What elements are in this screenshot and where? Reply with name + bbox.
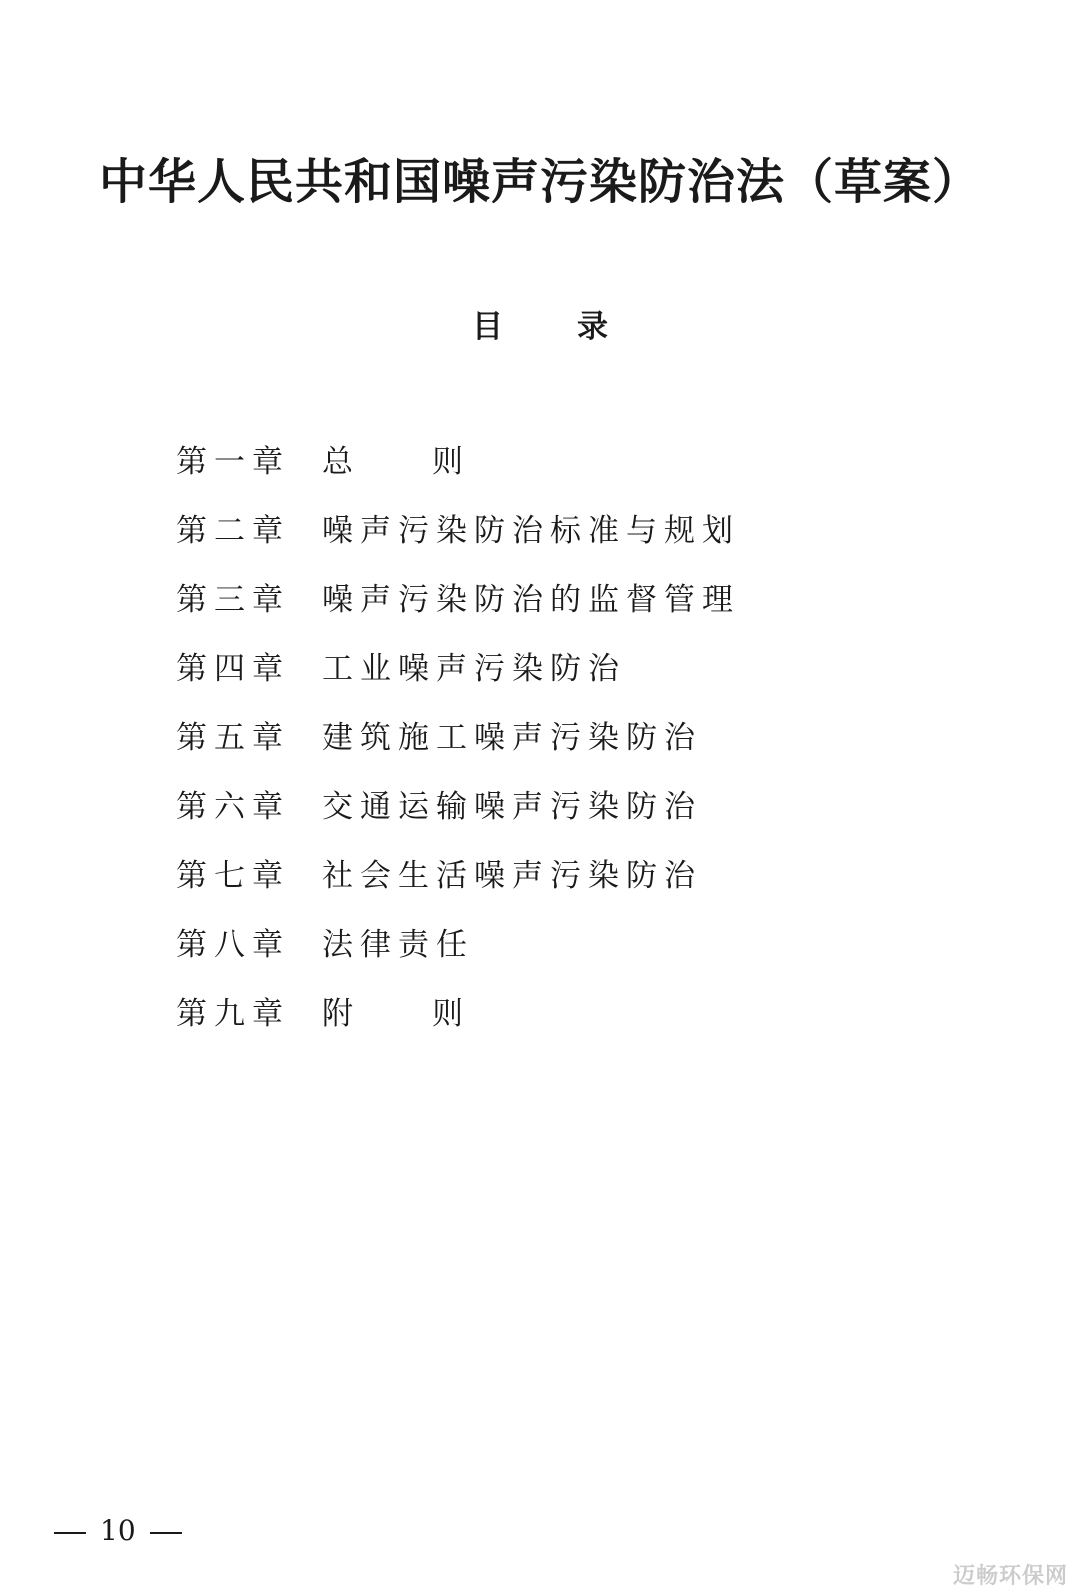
toc-chapter-name: 交通运输噪声污染防治 <box>322 789 702 825</box>
toc-chapter-number: 第七章 <box>176 858 290 894</box>
toc-item-chapter-7[interactable] <box>176 854 740 923</box>
toc-item-chapter-2[interactable] <box>176 509 740 578</box>
toc-chapter-number: 第八章 <box>176 927 290 963</box>
page-number: 10 <box>100 1514 136 1547</box>
toc-chapter-name-first-char: 总 <box>322 444 360 480</box>
toc-heading-second-char: 录 <box>577 309 608 345</box>
page-number-footer <box>40 1511 196 1551</box>
toc-chapter-name-first-char: 附 <box>322 996 360 1032</box>
dash-right-decoration <box>150 1532 182 1534</box>
toc-item-chapter-3[interactable] <box>176 578 740 647</box>
toc-chapter-name: 法律责任 <box>322 927 474 963</box>
toc-chapter-number: 第三章 <box>176 582 290 618</box>
toc-chapter-name: 工业噪声污染防治 <box>322 651 626 687</box>
toc-chapter-name <box>322 992 470 1036</box>
toc-chapter-name <box>322 440 470 484</box>
toc-chapter-name-second-char: 则 <box>432 996 470 1032</box>
toc-chapter-name: 噪声污染防治的监督管理 <box>322 582 740 618</box>
toc-chapter-number: 第六章 <box>176 789 290 825</box>
site-watermark: 迈畅环保网 <box>952 1564 1068 1589</box>
toc-chapter-name: 噪声污染防治标准与规划 <box>322 513 740 549</box>
toc-item-chapter-1[interactable] <box>176 440 740 509</box>
toc-chapter-number: 第九章 <box>176 996 290 1032</box>
toc-item-chapter-4[interactable] <box>176 647 740 716</box>
toc-chapter-number: 第五章 <box>176 720 290 756</box>
toc-chapter-number: 第一章 <box>176 444 290 480</box>
dash-left-decoration <box>54 1532 86 1534</box>
toc-chapter-name: 社会生活噪声污染防治 <box>322 858 702 894</box>
toc-chapter-name: 建筑施工噪声污染防治 <box>322 720 702 756</box>
toc-item-chapter-6[interactable] <box>176 785 740 854</box>
toc-list <box>176 440 740 1061</box>
toc-chapter-number: 第二章 <box>176 513 290 549</box>
document-title: 中华人民共和国噪声污染防治法（草案） <box>98 154 981 210</box>
toc-chapter-number: 第四章 <box>176 651 290 687</box>
toc-chapter-name-second-char: 则 <box>432 444 470 480</box>
toc-heading-first-char: 目 <box>472 309 503 345</box>
toc-item-chapter-9[interactable] <box>176 992 740 1061</box>
toc-item-chapter-5[interactable] <box>176 716 740 785</box>
toc-item-chapter-8[interactable] <box>176 923 740 992</box>
toc-heading <box>0 305 1080 349</box>
